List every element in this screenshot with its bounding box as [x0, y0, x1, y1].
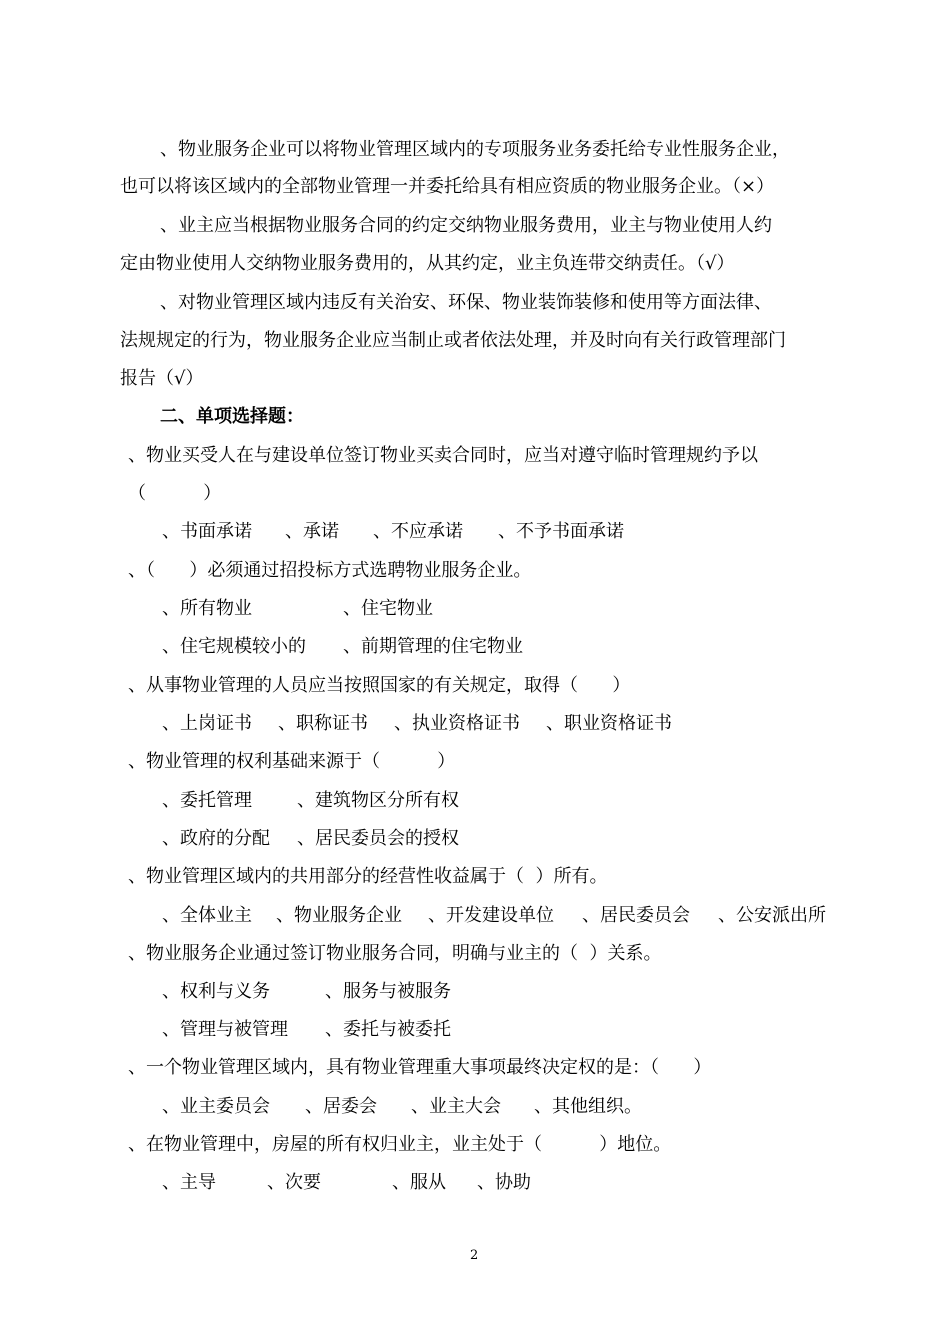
tf-item-2-line-2: 定由物业使用人交纳物业服务费用的，从其约定，业主负连带交纳责任。（√）: [120, 253, 735, 274]
question-2-stem: 、（ ）必须通过招投标方式选聘物业服务企业。: [128, 560, 532, 581]
q7-option-c: 、业主大会: [411, 1096, 501, 1117]
q6-option-b: 、服务与被服务: [325, 981, 451, 1002]
q5-option-d: 、居民委员会: [582, 905, 690, 926]
question-7-stem: 、一个物业管理区域内，具有物业管理重大事项最终决定权的是：（ ）: [128, 1057, 712, 1078]
q8-option-b: 、次要: [267, 1172, 321, 1193]
question-1-stem-cont: （ ）: [128, 483, 222, 504]
tf-item-1-line-1: 、物业服务企业可以将物业管理区域内的专项服务业务委托给专业性服务企业，: [160, 139, 790, 160]
q3-option-d: 、职业资格证书: [546, 713, 672, 734]
tf-item-1-line-2: 也可以将该区域内的全部物业管理一并委托给具有相应资质的物业服务企业。（×）: [120, 176, 775, 197]
q2-option-b: 、住宅物业: [343, 598, 433, 619]
tf-item-3-line-3: 报告（√）: [120, 368, 204, 389]
q5-option-b: 、物业服务企业: [276, 905, 402, 926]
q6-option-a: 、权利与义务: [162, 981, 270, 1002]
q5-option-a: 、全体业主: [162, 905, 252, 926]
q1-option-a: 、书面承诺: [162, 521, 252, 542]
q2-option-c: 、住宅规模较小的: [162, 636, 306, 657]
q6-option-d: 、委托与被委托: [325, 1019, 451, 1040]
page-number: 2: [470, 1248, 479, 1263]
q3-option-a: 、上岗证书: [162, 713, 252, 734]
q8-option-a: 、主导: [162, 1172, 216, 1193]
tf-item-2-line-1: 、业主应当根据物业服务合同的约定交纳物业服务费用，业主与物业使用人约: [160, 215, 772, 236]
tf-item-3-line-2: 法规规定的行为，物业服务企业应当制止或者依法处理，并及时向有关行政管理部门: [120, 330, 786, 351]
q7-option-d: 、其他组织。: [534, 1096, 642, 1117]
q4-option-d: 、居民委员会的授权: [297, 828, 459, 849]
section-heading: 二、单项选择题：: [160, 406, 304, 427]
question-4-stem: 、物业管理的权利基础来源于（ ）: [128, 751, 456, 772]
q8-option-c: 、服从: [392, 1172, 446, 1193]
question-1-stem: 、物业买受人在与建设单位签订物业买卖合同时，应当对遵守临时管理规约予以: [128, 445, 758, 466]
q1-option-c: 、不应承诺: [373, 521, 463, 542]
q4-option-b: 、建筑物区分所有权: [297, 790, 459, 811]
q8-option-d: 、协助: [477, 1172, 531, 1193]
question-5-stem: 、物业管理区域内的共用部分的经营性收益属于（ ）所有。: [128, 866, 608, 887]
q7-option-a: 、业主委员会: [162, 1096, 270, 1117]
q2-option-a: 、所有物业: [162, 598, 252, 619]
q3-option-b: 、职称证书: [278, 713, 368, 734]
q3-option-c: 、执业资格证书: [394, 713, 520, 734]
q1-option-d: 、不予书面承诺: [498, 521, 624, 542]
q4-option-c: 、政府的分配: [162, 828, 270, 849]
question-3-stem: 、从事物业管理的人员应当按照国家的有关规定，取得（ ）: [128, 675, 631, 696]
q6-option-c: 、管理与被管理: [162, 1019, 288, 1040]
q2-option-d: 、前期管理的住宅物业: [343, 636, 523, 657]
question-8-stem: 、在物业管理中，房屋的所有权归业主，业主处于（ ）地位。: [128, 1134, 672, 1155]
q7-option-b: 、居委会: [305, 1096, 377, 1117]
tf-item-3-line-1: 、对物业管理区域内违反有关治安、环保、物业装饰装修和使用等方面法律、: [160, 292, 772, 313]
q1-option-b: 、承诺: [285, 521, 339, 542]
q5-option-c: 、开发建设单位: [428, 905, 554, 926]
q5-option-e: 、公安派出所: [718, 905, 826, 926]
q4-option-a: 、委托管理: [162, 790, 252, 811]
question-6-stem: 、物业服务企业通过签订物业服务合同，明确与业主的（ ）关系。: [128, 943, 662, 964]
